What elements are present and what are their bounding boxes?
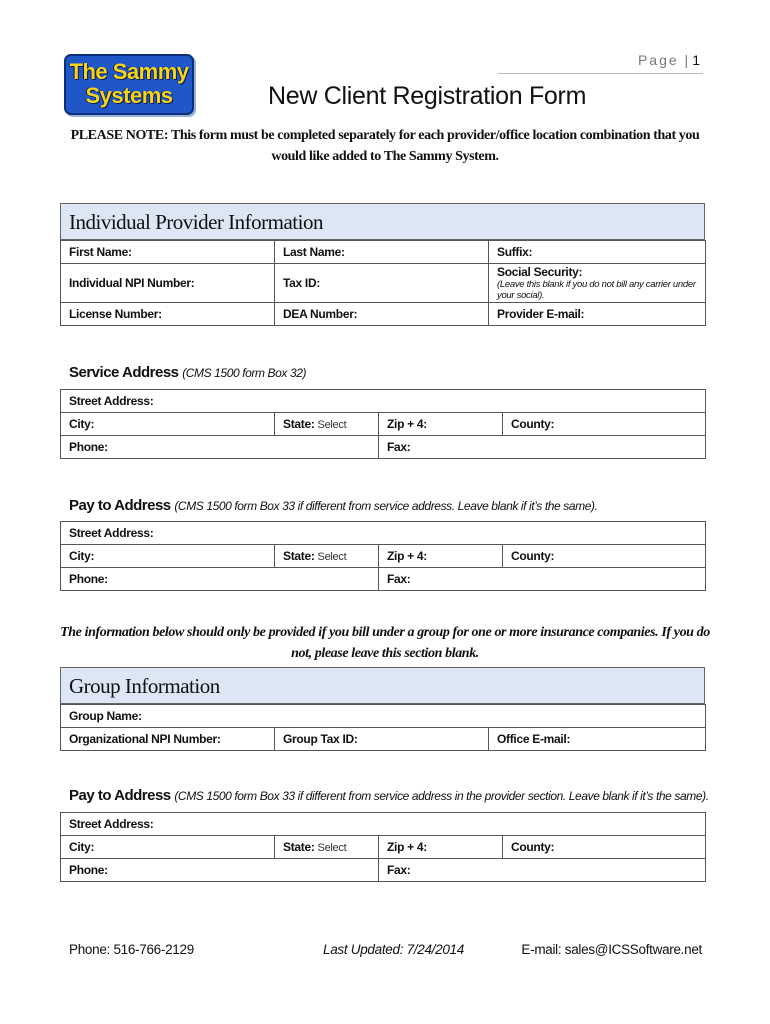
state-field[interactable] [275,413,379,436]
street-address-field[interactable]: Street Address: [61,390,706,413]
table-row [61,836,706,859]
logo-line-2: Systems [85,83,173,108]
organizational-npi-field[interactable]: Organizational NPI Number: [61,728,275,751]
phone-field[interactable]: Phone: [61,568,379,591]
city-field[interactable]: City: [61,413,275,436]
social-security-note: (Leave this blank if you do not bill any carrier under your social). [497,279,696,301]
table-row [61,545,706,568]
provider-section-heading: Individual Provider Information [60,203,705,240]
provider-email-field[interactable]: Provider E-mail: [489,303,706,326]
pay-to-address-heading [69,497,598,514]
county-field[interactable]: County: [503,413,706,436]
service-address-heading [69,364,306,381]
fax-field[interactable]: Fax: [379,568,706,591]
group-section-heading: Group Information [60,667,705,704]
group-pay-to-address-table [60,812,706,882]
footer-email: E-mail: sales@ICSSoftware.net [521,942,702,957]
table-row [61,859,706,882]
table-row [61,522,706,545]
table-row [61,241,706,264]
page-number-value: 1 [692,52,702,68]
table-row [61,390,706,413]
city-field[interactable]: City: [61,545,275,568]
tax-id-field[interactable]: Tax ID: [275,264,489,303]
zip-field[interactable]: Zip + 4: [379,545,503,568]
street-address-field[interactable]: Street Address: [61,813,706,836]
state-field[interactable] [275,836,379,859]
pay-to-address-table [60,521,706,591]
fax-field[interactable]: Fax: [379,436,706,459]
county-field[interactable]: County: [503,836,706,859]
last-name-field[interactable]: Last Name: [275,241,489,264]
table-row [61,728,706,751]
footer-last-updated: Last Updated: 7/24/2014 [323,942,464,957]
group-note: The information below should only be provided if you bill under a group for one or more insurance companies. If you do not, please leave this section blank. [60,625,710,661]
please-note: PLEASE NOTE: This form must be completed separately for each provider/office location combination that you would like added to The Sammy System. [70,128,700,164]
footer-phone: Phone: 516-766-2129 [69,942,194,957]
dea-number-field[interactable]: DEA Number: [275,303,489,326]
social-security-field[interactable] [489,264,706,303]
group-tax-id-field[interactable]: Group Tax ID: [275,728,489,751]
state-select[interactable]: Select [317,842,347,854]
phone-field[interactable]: Phone: [61,859,379,882]
table-row [61,436,706,459]
state-field[interactable] [275,545,379,568]
logo-line-1: The Sammy [69,59,189,84]
service-address-subtitle: (CMS 1500 form Box 32) [182,366,307,380]
city-field[interactable]: City: [61,836,275,859]
suffix-field[interactable]: Suffix: [489,241,706,264]
zip-field[interactable]: Zip + 4: [379,413,503,436]
provider-table [60,240,706,326]
group-pay-to-address-heading [69,787,709,804]
state-label: State: [283,840,315,854]
sammy-systems-logo [64,54,194,115]
group-name-field[interactable]: Group Name: [61,705,706,728]
page-label: Page | [637,52,691,68]
header-divider [498,73,703,74]
first-name-field[interactable]: First Name: [61,241,275,264]
state-select[interactable]: Select [317,551,347,563]
table-row [61,568,706,591]
table-row [61,264,706,303]
pay-to-address-title: Pay to Address [69,497,171,514]
table-row [61,813,706,836]
service-address-table [60,389,706,459]
state-label: State: [283,549,315,563]
state-select[interactable]: Select [317,419,347,431]
group-pay-to-address-subtitle: (CMS 1500 form Box 33 if different from service address in the provider section. Leave blank if it’s the same). [174,789,709,803]
form-title: New Client Registration Form [268,82,587,110]
fax-field[interactable]: Fax: [379,859,706,882]
license-number-field[interactable]: License Number: [61,303,275,326]
table-row [61,705,706,728]
zip-field[interactable]: Zip + 4: [379,836,503,859]
individual-npi-field[interactable]: Individual NPI Number: [61,264,275,303]
county-field[interactable]: County: [503,545,706,568]
state-label: State: [283,417,315,431]
office-email-field[interactable]: Office E-mail: [489,728,706,751]
service-address-title: Service Address [69,364,179,381]
street-address-field[interactable]: Street Address: [61,522,706,545]
pay-to-address-subtitle: (CMS 1500 form Box 33 if different from service address. Leave blank if it’s the same). [174,499,598,513]
table-row [61,303,706,326]
group-table [60,704,706,751]
page-number [638,52,702,68]
phone-field[interactable]: Phone: [61,436,379,459]
social-security-label: Social Security: [497,265,583,279]
table-row [61,413,706,436]
group-pay-to-address-title: Pay to Address [69,787,171,804]
